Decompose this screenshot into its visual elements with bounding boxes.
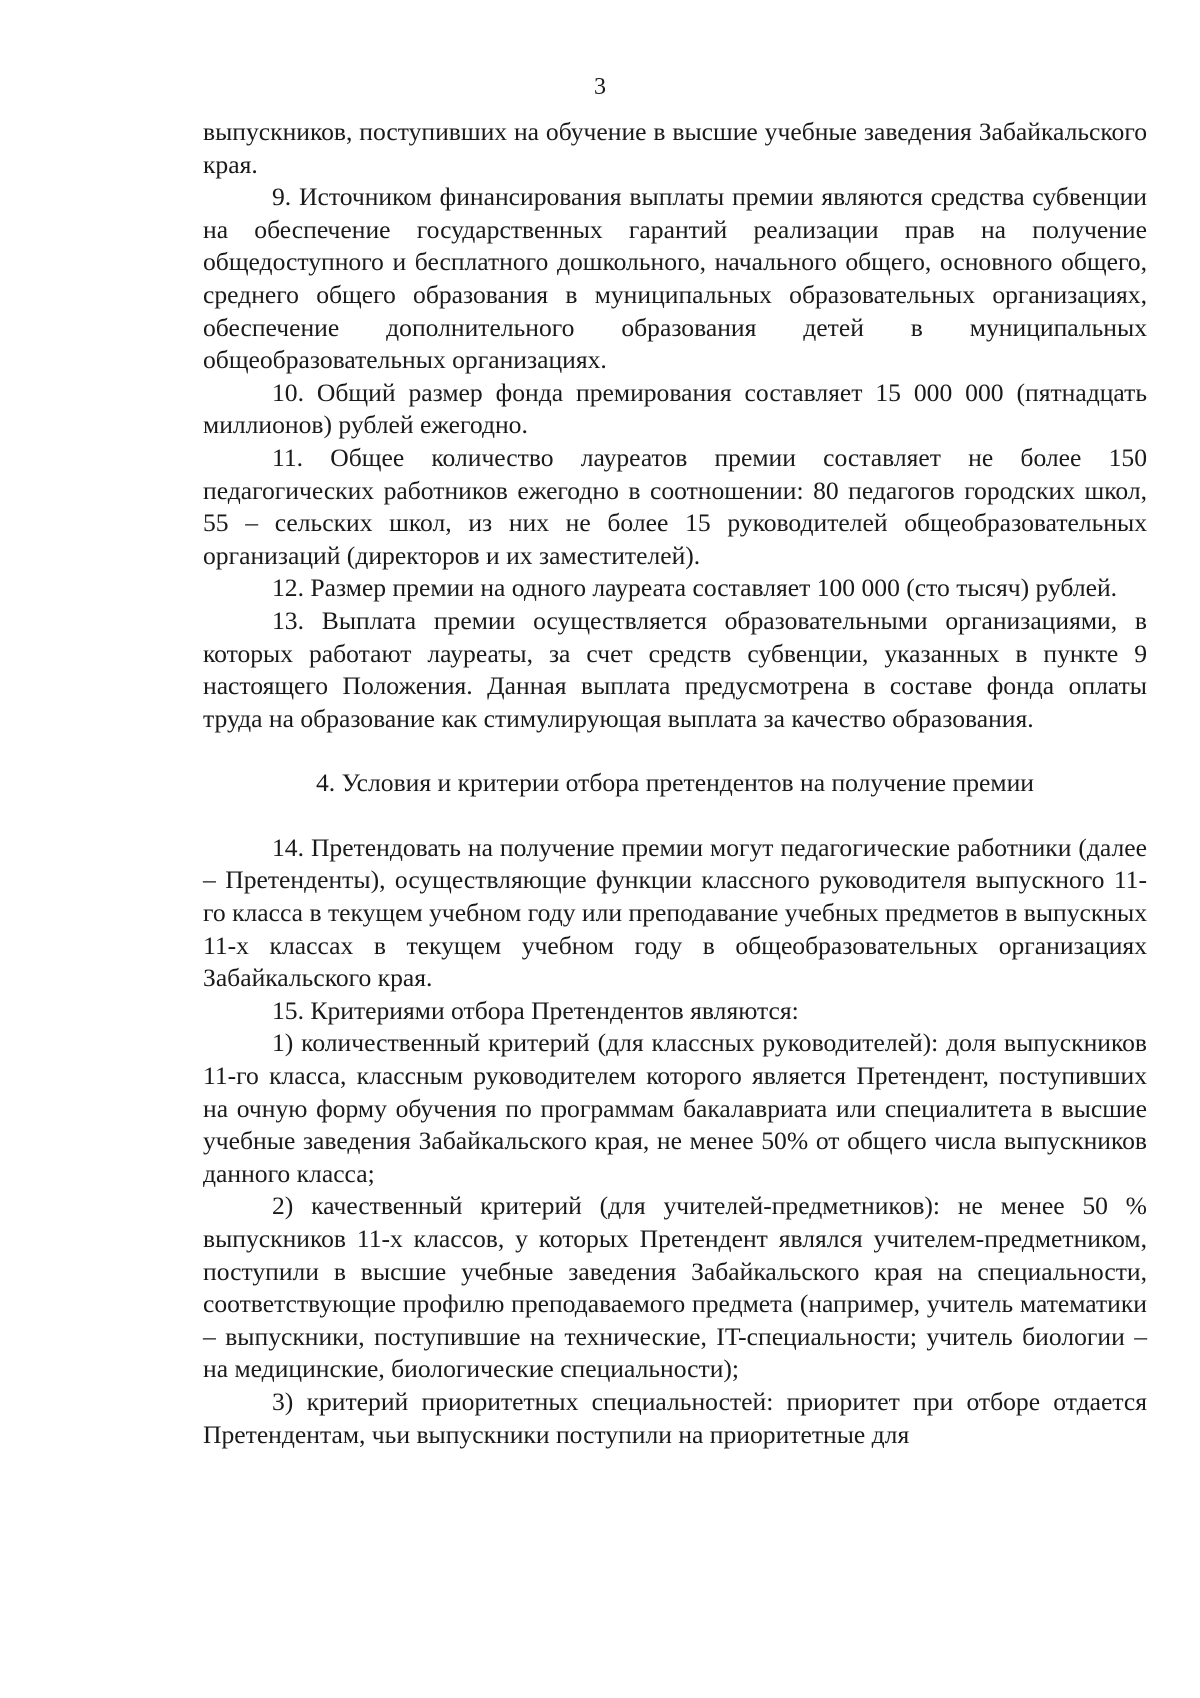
criterion-3: 3) критерий приоритетных специальностей: приоритет при отборе отдается Претендентам, чьи выпускники поступили на приоритетные для xyxy=(203,1386,1147,1449)
paragraph-15: 15. Критериями отбора Претендентов являются: xyxy=(272,995,799,1025)
paragraph-9: 9. Источником финансирования выплаты премии являются средства субвенции на обеспечение государственных гарантий реализации прав на получение общедоступного и бесплатного дошкольного, начального общего, основного общего, среднего общего образования в муниципальных образовательных организациях, обеспечение дополнительного образования детей в муниципальных общеобразовательных организациях. xyxy=(203,182,1147,375)
page-number: 3 xyxy=(594,74,606,100)
paragraph-12: 12. Размер премии на одного лауреата составляет 100 000 (сто тысяч) рублей. xyxy=(272,573,1118,603)
paragraph-10: 10. Общий размер фонда премирования составляет 15 000 000 (пятнадцать миллионов) рублей ежегодно. xyxy=(203,377,1147,440)
paragraph-13: 13. Выплата премии осуществляется образовательными организациями, в которых работают лауреаты, за счет средств субвенции, указанных в пункте 9 настоящего Положения. Данная выплата предусмотрена в составе фонда оплаты труда на образование как стимулирующая выплата за качество образования. xyxy=(203,605,1147,733)
paragraph-11: 11. Общее количество лауреатов премии составляет не более 150 педагогических работников ежегодно в соотношении: 80 педагогов городских школ, 55 – сельских школ, из них не более 15 руководителей общеобразовательных организаций (директоров и их заместителей). xyxy=(203,442,1147,570)
criterion-1: 1) количественный критерий (для классных руководителей): доля выпускников 11-го класса, классным руководителем которого является Претендент, поступивших на очную форму обучения по программам бакалавриата или специалитета в высшие учебные заведения Забайкальского края, не менее 50% от общего числа выпускников данного класса; xyxy=(203,1028,1147,1188)
section-heading: 4. Условия и критерии отбора претендентов на получение премии xyxy=(316,768,1034,798)
criterion-2: 2) качественный критерий (для учителей-предметников): не менее 50 % выпускников 11-х классов, у которых Претендент являлся учителем-предметником, поступили в высшие учебные заведения Забайкальского края на специальности, соответствующие профилю преподаваемого предмета (например, учитель математики – выпускники, поступившие на технические, IT-специальности; учитель биологии – на медицинские, биологические специальности); xyxy=(203,1191,1147,1384)
paragraph-14: 14. Претендовать на получение премии могут педагогические работники (далее – Претенденты), осуществляющие функции классного руководителя выпускного 11-го класса в текущем учебном году или преподавание учебных предметов в выпускных 11-х классах в текущем учебном году в общеобразовательных организациях Забайкальского края. xyxy=(203,832,1147,993)
paragraph-continuation: выпускников, поступивших на обучение в высшие учебные заведения Забайкальского края. xyxy=(203,117,1147,179)
document-body xyxy=(203,116,1147,1451)
